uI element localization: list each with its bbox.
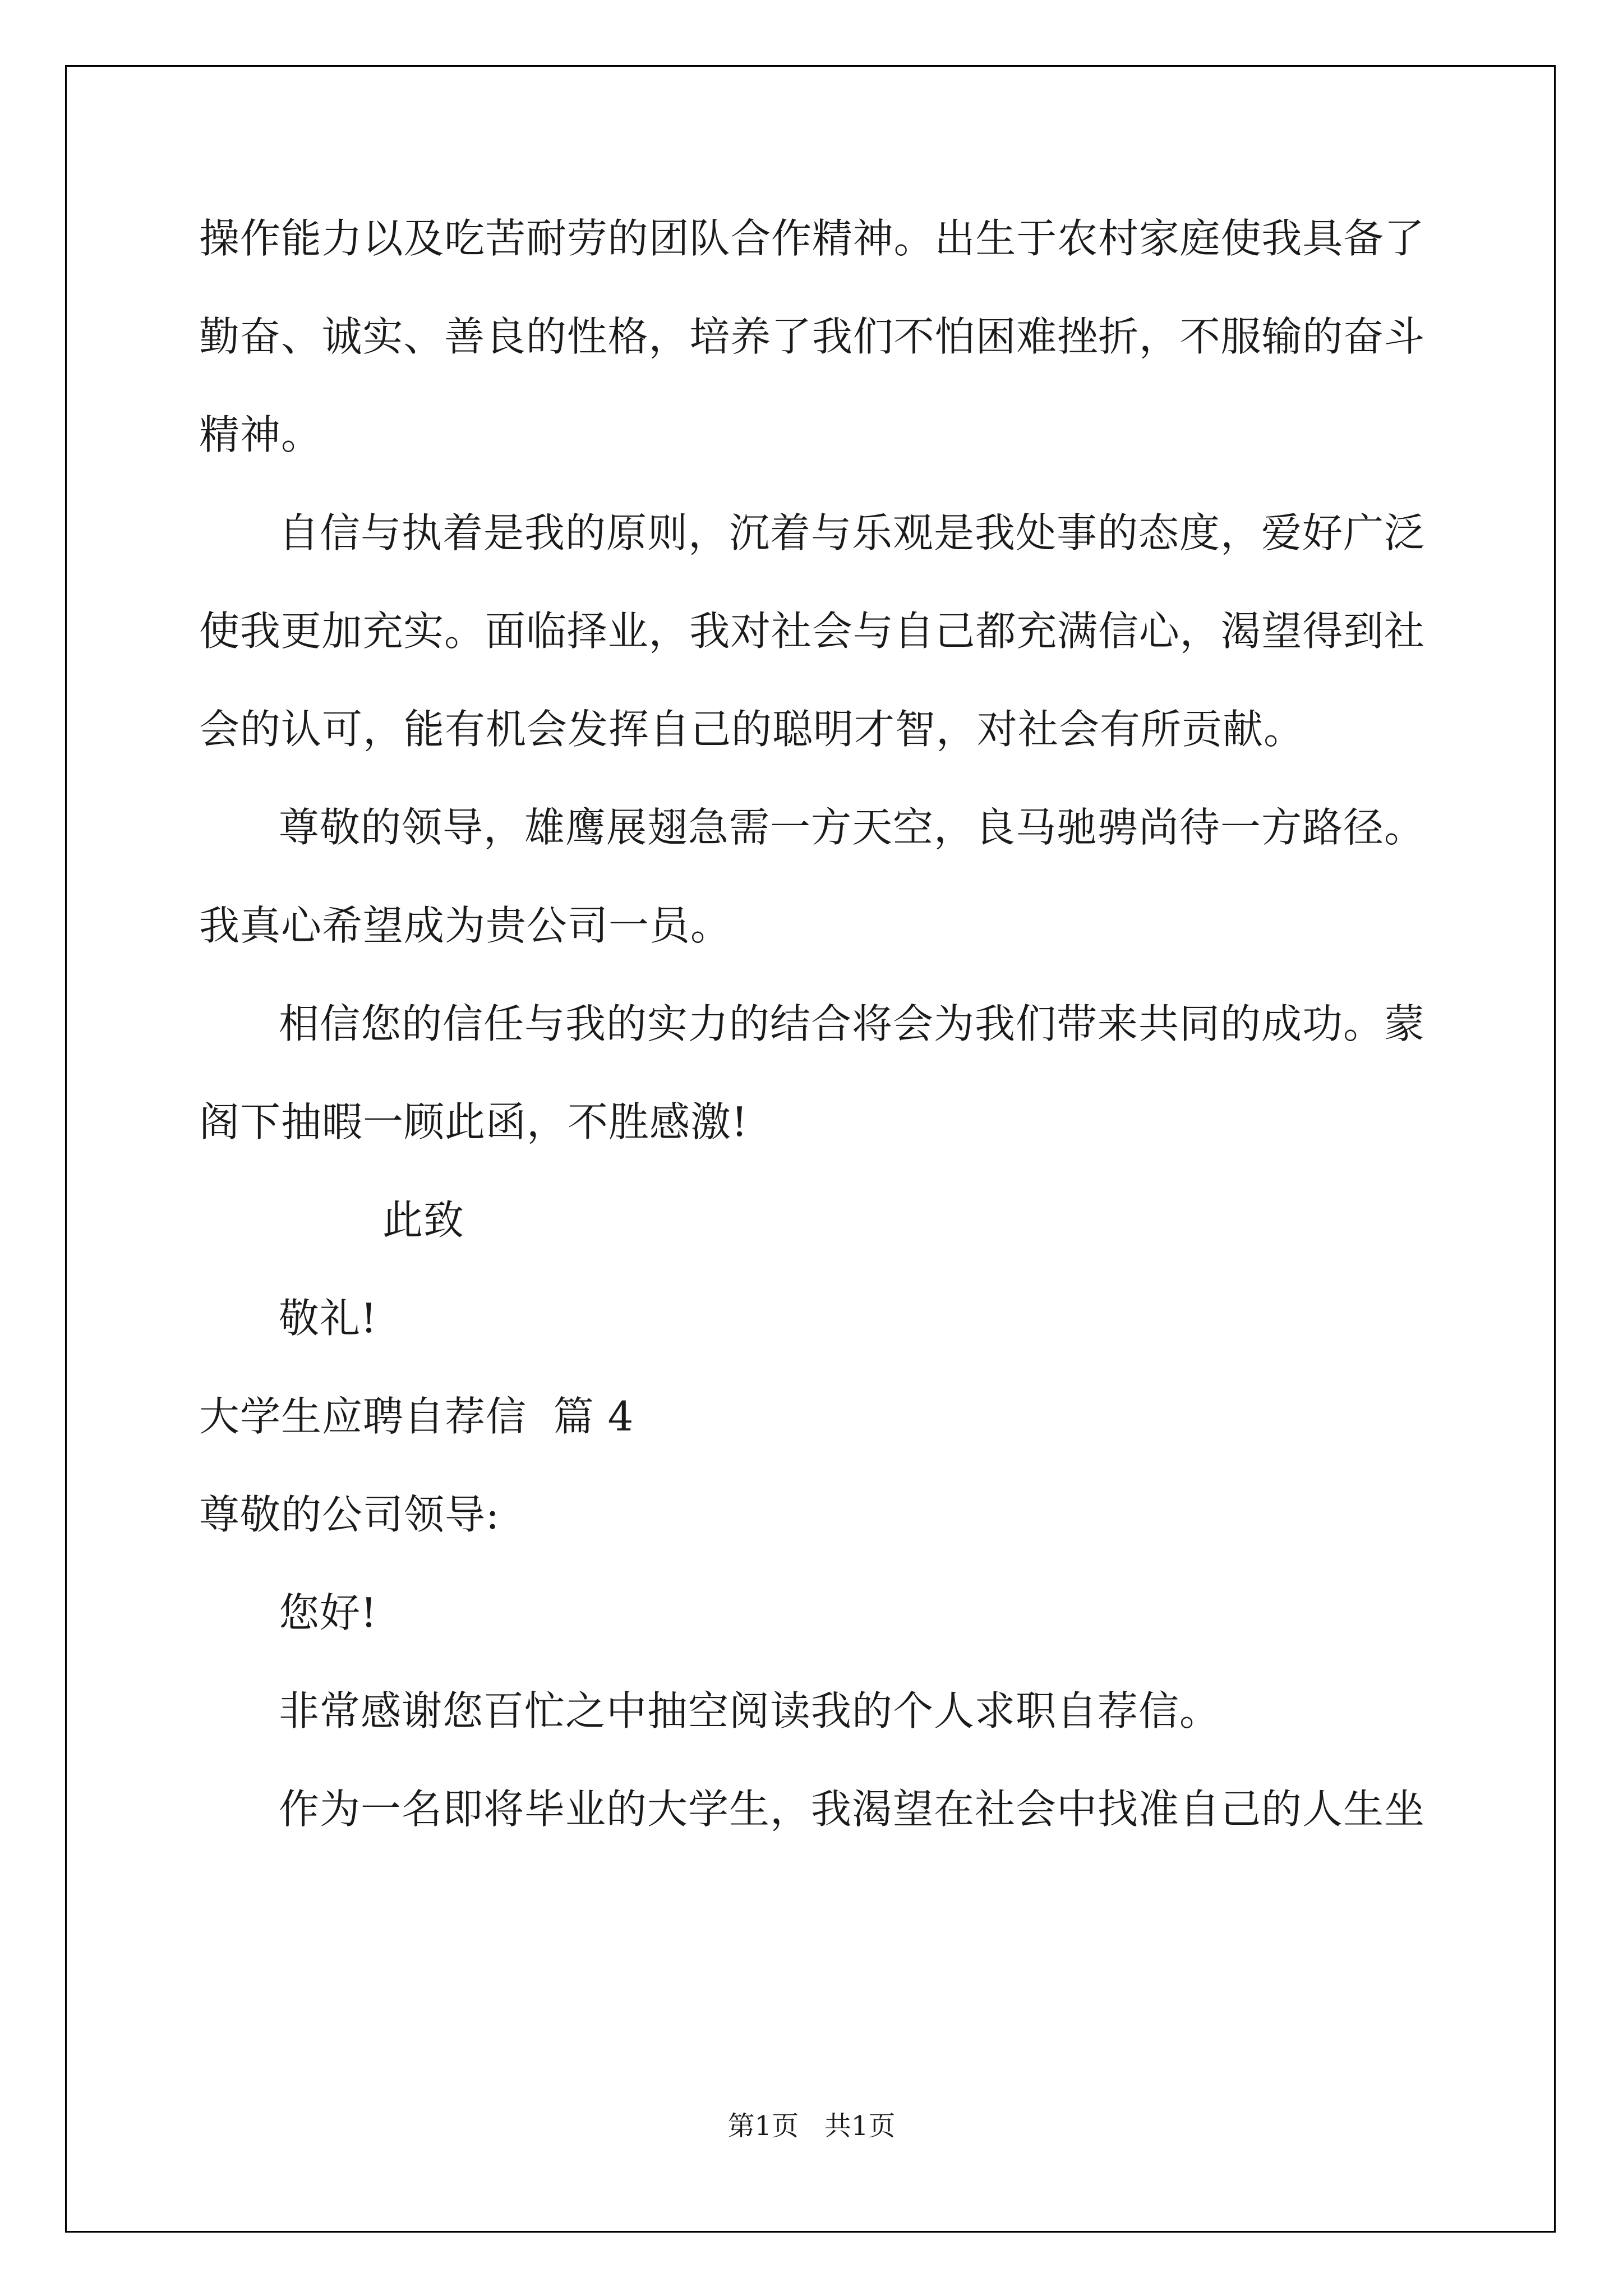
letter-greeting: 尊敬的公司领导: <box>199 1491 500 1538</box>
body-line-3: 精神。 <box>199 411 322 458</box>
body-line-10: 阁下抽暇一顾此函，不胜感激! <box>199 1098 748 1145</box>
body-line-6: 会的认可，能有机会发挥自己的聪明才智，对社会有所贡献。 <box>199 706 1305 753</box>
page-footer: 第1页 共1页 <box>727 2110 896 2142</box>
paragraph-trust: 相信您的信任与我的实力的结合将会为我们带来共同的成功。蒙 <box>279 1000 1424 1047</box>
body-line-8: 我真心希望成为贵公司一员。 <box>199 902 732 949</box>
body-line-1: 操作能力以及吃苦耐劳的团队合作精神。出生于农村家庭使我具备了 <box>199 215 1424 262</box>
body-line-2: 勤奋、诚实、善良的性格，培养了我们不怕困难挫折，不服输的奋斗 <box>199 313 1424 360</box>
paragraph-self-confidence: 自信与执着是我的原则，沉着与乐观是我处事的态度，爱好广泛 <box>279 509 1424 556</box>
closing-salutation: 此致 <box>382 1197 465 1244</box>
paragraph-thanks: 非常感谢您百忙之中抽空阅读我的个人求职自荐信。 <box>279 1687 1221 1734</box>
closing-regards: 敬礼! <box>279 1295 377 1342</box>
page-border <box>65 65 1556 2233</box>
body-line-5: 使我更加充实。面临择业，我对社会与自己都充满信心，渴望得到社 <box>199 608 1424 655</box>
paragraph-graduate: 作为一名即将毕业的大学生，我渴望在社会中找准自己的人生坐 <box>279 1786 1424 1833</box>
paragraph-respected-leader: 尊敬的领导，雄鹰展翅急需一方天空，良马驰骋尚待一方路径。 <box>279 804 1426 851</box>
letter-hello: 您好! <box>279 1589 377 1636</box>
section-heading: 大学生应聘自荐信 篇 4 <box>199 1393 634 1440</box>
